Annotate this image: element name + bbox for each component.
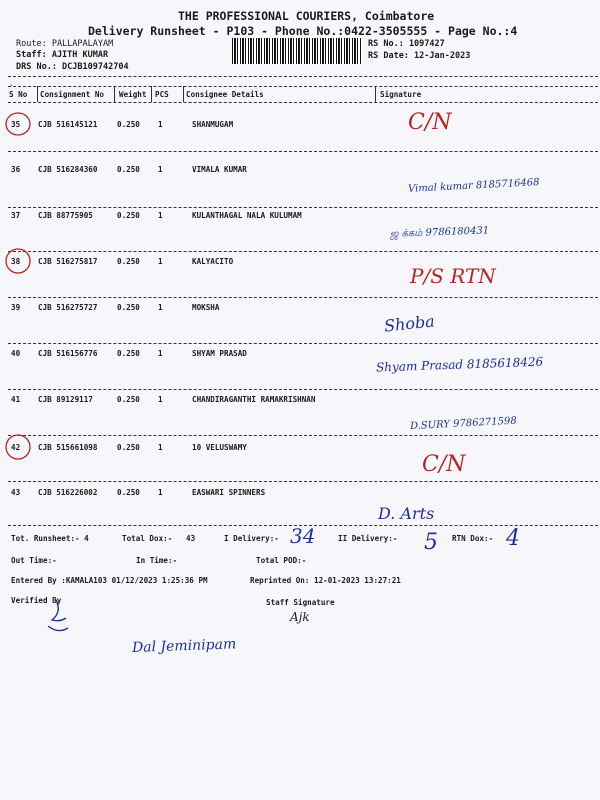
col-sno: S No (9, 90, 28, 99)
row-sno: 40 (11, 349, 21, 358)
row-weight: 0.250 (117, 120, 140, 129)
col-weight: Weight (119, 90, 147, 99)
row-signature: C/N (408, 110, 452, 135)
col-consignee: Consignee Details (186, 90, 264, 99)
row-pcs: 1 (158, 443, 163, 452)
rs-number: RS No.: 1097427 (368, 39, 445, 49)
verified-by: Verified By (11, 596, 62, 605)
row-pcs: 1 (158, 488, 163, 497)
rs-date: RS Date: 12-Jan-2023 (368, 51, 471, 61)
row-sno: 43 (11, 488, 21, 497)
row-consignee: CHANDIRAGANTHI RAMAKRISHNAN (192, 395, 316, 404)
row-sno: 42 (11, 443, 21, 452)
row-signature: Vimal kumar 8185716468 (407, 177, 540, 195)
ii-delivery-label: II Delivery:- (338, 534, 398, 543)
out-time: Out Time:- (11, 556, 57, 565)
total-dox: Total Dox:- 43 (122, 534, 196, 543)
runsheet-page: THE PROFESSIONAL COURIERS, Coimbatore Delivery Runsheet - P103 - Phone No.:0422-3505555 - Page No.:4 Route: PALLAPALAYAM Staff: AJITH KUMAR DRS No.: DCJB109742704 RS No.: 1097427 RS Date: 12-Jan-2023 . S No Consignment No Weight PCS Consignee Details Signature 35 CJB 516145121 0.250 1 SHANMUGAM C/N 36 CJB 516284360 0.250 1 VIMALA KUMAR Vimal kumar 8185716468 37 CJB 88775905 0.250 1 KULANTHAGAL NALA KULUMAM ஜ க்கம் 9786180431 38 CJB 516275817 0.250 1 KALYACITO P/S RTN 39 CJB 516275727 0.250 1 MOKSHA Shoba 40 CJB 516156776 0.250 1 SHYAM PRASAD Shyam Prasad 8185618426 41 CJB 89129117 0.250 1 CHANDIRAGANTHI RAMAKRISHNAN D.SURY 9786271598 42 CJB 515661098 0.250 1 10 VELUSWAMY C/N 43 CJB 516226002 0.250 1 EASWARI SPINNERS D. Arts Tot. Runsheet:- 4 Total Dox:- 43 I Delivery:- 34 II Delivery:- 5 RTN Dox:- 4 Out Time:- In Time:- Total POD:- Entered By :KAMALA103 01/12/2023 1:25:36 PM Reprinted On: 12-01-2023 13:27:21 Verified By Staff Signature Ajk Dal Jeminipam (0, 0, 600, 800)
row-consignee: KALYACITO (192, 257, 234, 266)
row-consignment: CJB 516156776 (38, 349, 98, 358)
row-sno: 35 (11, 120, 21, 129)
row-consignment: CJB 516145121 (38, 120, 98, 129)
row-weight: 0.250 (117, 165, 140, 174)
row-consignee: SHYAM PRASAD (192, 349, 247, 358)
row-consignee: MOKSHA (192, 303, 220, 312)
col-consignment: Consignment No (40, 90, 105, 99)
rtn-dox-label: RTN Dox:- (452, 534, 494, 543)
route-label: Route: PALLAPALAYAM (16, 39, 114, 49)
row-pcs: 1 (158, 303, 163, 312)
row-signature: D. Arts (378, 504, 435, 523)
in-time: In Time:- (136, 556, 178, 565)
col-pcs: PCS (155, 90, 169, 99)
staff-signature-label: Staff Signature (266, 598, 335, 607)
row-weight: 0.250 (117, 349, 140, 358)
row-consignment: CJB 516284360 (38, 165, 98, 174)
row-consignee: EASWARI SPINNERS (192, 488, 266, 497)
row-signature: Shoba (383, 311, 436, 336)
row-consignment: CJB 88775905 (38, 211, 93, 220)
drs-number: DRS No.: DCJB109742704 (16, 62, 129, 72)
verifier-signature: Dal Jeminipam (131, 636, 237, 656)
staff-label: Staff: AJITH KUMAR (16, 50, 109, 60)
entered-by: Entered By :KAMALA103 01/12/2023 1:25:36 PM (11, 576, 208, 585)
row-pcs: 1 (158, 120, 163, 129)
row-weight: 0.250 (117, 395, 140, 404)
row-weight: 0.250 (117, 211, 140, 220)
row-signature: C/N (422, 452, 466, 477)
row-pcs: 1 (158, 349, 163, 358)
row-consignment: CJB 516226002 (38, 488, 98, 497)
staff-signature: Ajk (290, 610, 310, 624)
row-pcs: 1 (158, 211, 163, 220)
company-title: THE PROFESSIONAL COURIERS, Coimbatore (178, 9, 435, 23)
row-signature: ஜ க்கம் 9786180431 (389, 225, 490, 240)
runsheet-subtitle: Delivery Runsheet - P103 - Phone No.:0422-3505555 - Page No.:4 (88, 24, 518, 38)
row-pcs: 1 (158, 395, 163, 404)
row-weight: 0.250 (117, 303, 140, 312)
row-consignment: CJB 89129117 (38, 395, 93, 404)
row-sno: 37 (11, 211, 21, 220)
row-consignee: KULANTHAGAL NALA KULUMAM (192, 211, 302, 220)
reprinted-on: Reprinted On: 12-01-2023 13:27:21 (250, 576, 401, 585)
row-consignment: CJB 516275817 (38, 257, 98, 266)
row-consignee: 10 VELUSWAMY (192, 443, 247, 452)
row-weight: 0.250 (117, 443, 140, 452)
row-signature: P/S RTN (410, 264, 496, 288)
col-signature: Signature (380, 90, 422, 99)
row-signature: Shyam Prasad 8185618426 (375, 354, 544, 375)
ii-delivery-value: 5 (424, 530, 438, 555)
row-sno: 41 (11, 395, 21, 404)
row-signature: D.SURY 9786271598 (409, 415, 517, 433)
row-consignment: CJB 515661098 (38, 443, 98, 452)
row-pcs: 1 (158, 165, 163, 174)
row-pcs: 1 (158, 257, 163, 266)
row-sno: 38 (11, 257, 21, 266)
row-sno: 39 (11, 303, 21, 312)
i-delivery-label: I Delivery:- (224, 534, 279, 543)
row-weight: 0.250 (117, 257, 140, 266)
row-sno: 36 (11, 165, 21, 174)
tot-runsheet: Tot. Runsheet:- 4 (11, 534, 89, 543)
row-consignee: SHANMUGAM (192, 120, 234, 129)
total-pod: Total POD:- (256, 556, 307, 565)
rtn-dox-value: 4 (506, 526, 520, 551)
row-consignment: CJB 516275727 (38, 303, 98, 312)
i-delivery-value: 34 (290, 524, 316, 548)
row-weight: 0.250 (117, 488, 140, 497)
row-consignee: VIMALA KUMAR (192, 165, 247, 174)
